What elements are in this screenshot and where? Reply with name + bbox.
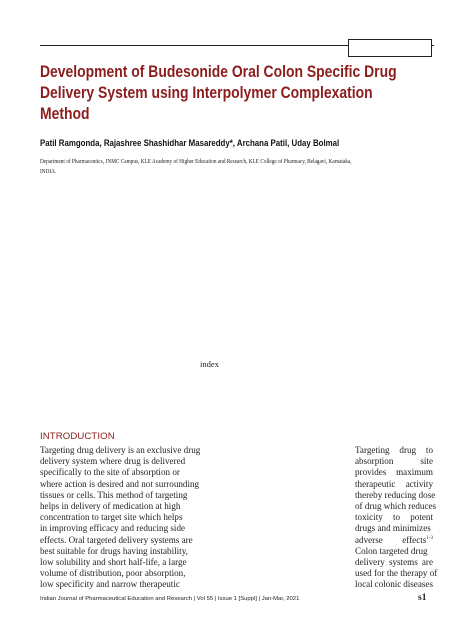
word: potent xyxy=(410,512,433,523)
word: maximum xyxy=(396,467,433,478)
body-line: tissues or cells. This method of targeting xyxy=(40,489,188,500)
word: local xyxy=(355,579,373,590)
word: effects xyxy=(402,534,427,545)
title-line: Method xyxy=(40,105,90,123)
body-line xyxy=(355,467,433,478)
body-line xyxy=(355,523,433,534)
journal-footer: Indian Journal of Pharmaceutical Education and Research | Vol 55 | Issue 1 [Suppl] | Jan-Mar, 2021 xyxy=(40,596,300,602)
body-line xyxy=(355,479,433,490)
body-line: delivery system where drug is delivered xyxy=(40,456,186,467)
body-line: volume of distribution, poor absorption, xyxy=(40,568,186,579)
word: Targeting xyxy=(355,445,390,455)
word: absorption xyxy=(355,456,394,467)
word: delivery xyxy=(355,556,385,567)
word: to xyxy=(392,512,401,523)
body-line xyxy=(355,546,433,557)
body-line xyxy=(355,512,433,523)
author-list: Patil Ramgonda, Rajashree Shashidhar Masareddy*, Archana Patil, Uday Bolmal xyxy=(40,138,340,149)
body-line: effects. Oral targeted delivery systems are xyxy=(40,534,193,545)
word: colonic xyxy=(374,579,402,590)
affiliation-line: Department of Pharmaceutics, JNMC Campus, KLE Academy of Higher Education and Research, KLE College of Pharmacy, Belagavi, Karnataka, xyxy=(40,158,352,165)
word: drug xyxy=(399,445,417,455)
body-line: in improving efficacy and reducing side xyxy=(40,523,186,534)
affiliation xyxy=(40,157,432,177)
word: used for the therapy of xyxy=(355,568,438,579)
body-line: helps in delivery of medication at high xyxy=(40,500,181,511)
body-line xyxy=(355,579,433,590)
body-line xyxy=(355,456,433,467)
section-heading-introduction: INTRODUCTION xyxy=(40,431,115,442)
word: adverse xyxy=(355,534,383,545)
word: of drug which reduces xyxy=(355,500,437,511)
body-line: specifically to the site of absorption or xyxy=(40,467,180,478)
body-line: concentration to target site which helps xyxy=(40,512,183,523)
body-line: Targeting drug delivery is an exclusive drug xyxy=(40,445,201,455)
word: site xyxy=(420,456,433,467)
word: are xyxy=(421,556,433,567)
body-line xyxy=(355,445,433,456)
word: systems xyxy=(388,556,418,567)
index-placeholder: index xyxy=(200,359,219,369)
word: diseases xyxy=(403,579,433,590)
body-line: low specificity and narrow therapeutic xyxy=(40,579,180,590)
word: activity xyxy=(405,478,433,489)
title-line: Delivery System using Interpolymer Complexation xyxy=(40,84,373,102)
word: Colon targeted drug xyxy=(355,545,428,556)
word: to xyxy=(425,445,433,455)
word: provides xyxy=(355,467,387,478)
body-line xyxy=(355,535,433,546)
body-line: low solubility and short half-life, a large xyxy=(40,556,187,567)
citation-superscript: 1-3 xyxy=(426,535,433,541)
body-line xyxy=(355,557,433,568)
page-number: s1 xyxy=(418,593,427,603)
header-box xyxy=(348,39,432,57)
body-line: best suitable for drugs having instability, xyxy=(40,545,188,556)
body-column-right xyxy=(355,445,438,590)
word: toxicity xyxy=(355,512,383,523)
word xyxy=(402,535,433,546)
word: drugs and minimizes xyxy=(355,523,431,534)
affiliation-line: INDIA. xyxy=(40,168,57,175)
body-line: where action is desired and not surrounding xyxy=(40,478,200,489)
paper-title xyxy=(40,62,440,125)
body-column-left xyxy=(40,445,238,590)
body-line xyxy=(355,489,436,501)
word: thereby reducing dose xyxy=(355,489,436,500)
word: therapeutic xyxy=(355,478,396,489)
body-line xyxy=(355,568,438,579)
body-line xyxy=(355,500,437,512)
title-line: Development of Budesonide Oral Colon Specific Drug xyxy=(40,63,397,81)
